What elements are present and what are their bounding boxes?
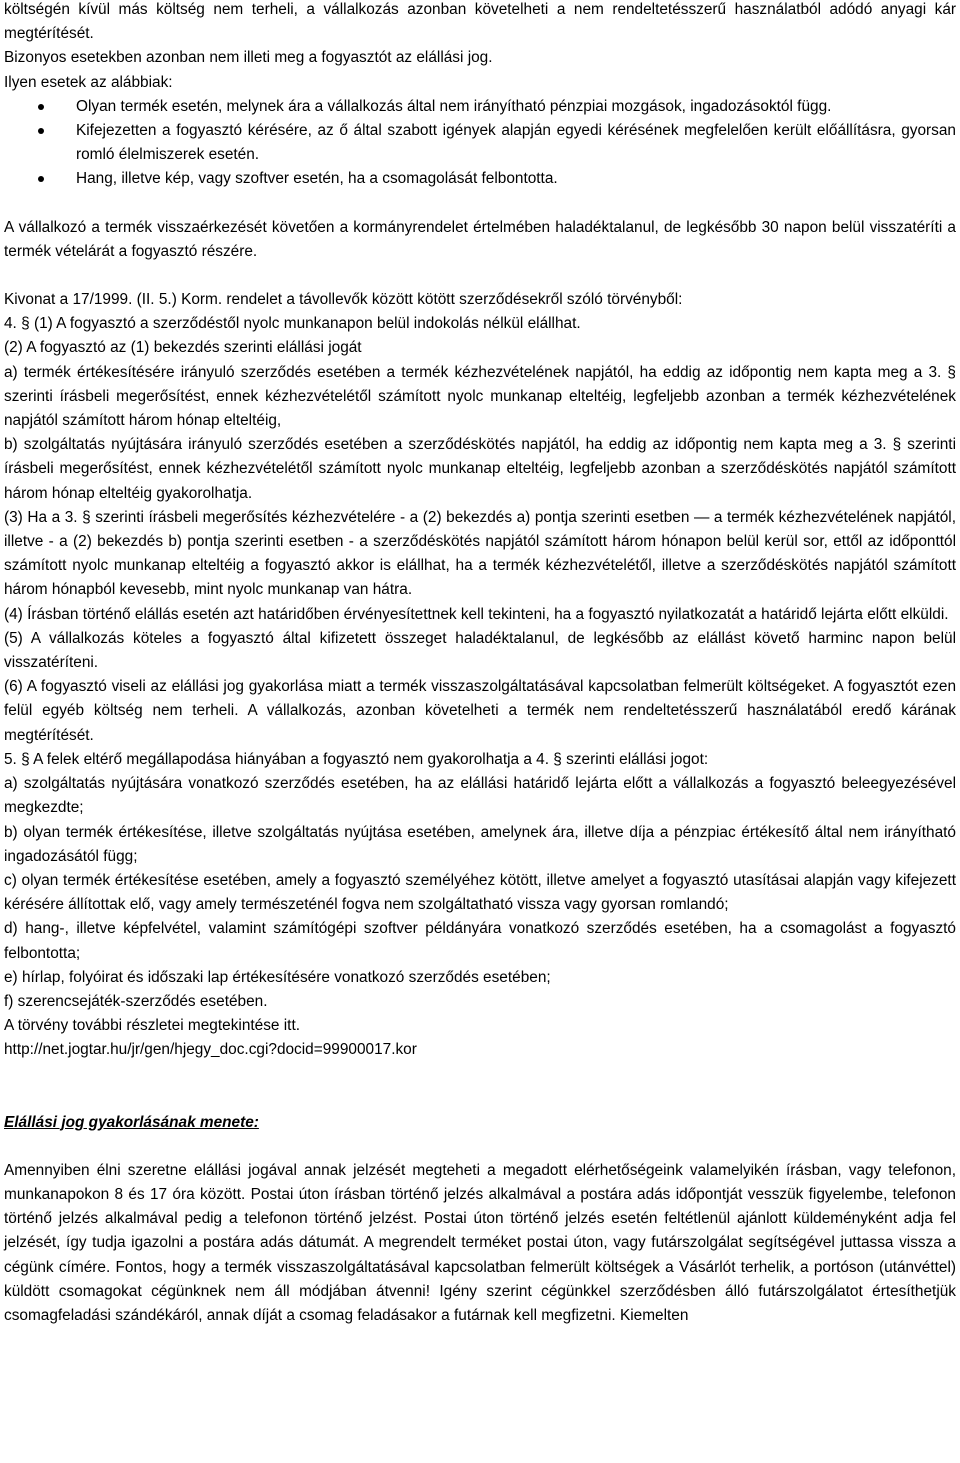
refund-paragraph: A vállalkozó a termék visszaérkezését követően a kormányrendelet értelmében haladéktalanul, de legkésőbb 30 napon belül visszatéríti a termék vételárát a fogyasztó részére. — [4, 218, 956, 260]
exceptions-list — [4, 95, 956, 192]
spacer — [4, 1135, 956, 1159]
law-line: (2) A fogyasztó az (1) bekezdés szerinti elállási jogát — [4, 339, 362, 357]
spacer — [4, 1063, 956, 1111]
bullet-icon — [38, 176, 44, 182]
law-line: f) szerencsejáték-szerződés esetében. — [4, 992, 268, 1010]
list-item-text: Kifejezetten a fogyasztó kérésére, az ő által szabott igények alapján egyedi kérésének megfelelően került előállításra, gyorsan romló élelmiszerek esetén. — [76, 122, 956, 164]
law-line: (5) A vállalkozás köteles a fogyasztó által kifizetett összeget haladéktalanul, de legkésőbb az elállást követő harminc napon belül visszatéríteni. — [4, 629, 956, 672]
law-line: a) termék értékesítésére irányuló szerződés esetében a termék kézhezvételének napjától, ha eddig az időpontig nem kapta meg a 3. § szerinti írásbeli megerősítést, ennek kézhezvételétől számított nyolc munkanap elteltéig, legfeljebb azonban a termék kézhezvételének napjától számított három hónap elteltéig, — [4, 363, 956, 430]
intro-line: költségén kívül más költség nem terheli, a vállalkozás azonban követelheti a nem rendeltetésszerű használatból adódó anyagi kár megtérítését. — [4, 1, 956, 43]
spacer — [4, 264, 956, 288]
list-item-text: Hang, illetve kép, vagy szoftver esetén, ha a csomagolását felbontotta. — [76, 170, 558, 188]
intro-line: Ilyen esetek az alábbiak: — [4, 73, 173, 91]
law-line: A törvény további részletei megtekintése itt. — [4, 1017, 300, 1035]
law-line: 5. § A felek eltérő megállapodása hiányában a fogyasztó nem gyakorolhatja a 4. § szerinti elállási jogot: — [4, 750, 709, 768]
procedure-paragraph: Amennyiben élni szeretne elállási jogával annak jelzését megteheti a megadott elérhetőségeink valamelyikén írásban, vagy telefonon, munkanapokon 8 és 17 óra között. Postai úton írásban történő jelzés alkalmával a postára adás időpontját vesszük figyelembe, telefonon történő jelzés alkalmával pedig a telefonon történő jelzést. Postai úton történő jelzés esetén feltétlenül ajánlott küldeményként adja fel jelzését, így tudja igazolni a postára adás dátumát. A megrendelt terméket postai úton, vagy futárszolgálat segítségével juttassa vissza a cégünk címére. Fontos, hogy a termék visszaszolgáltatásával kapcsolatban felmerült költségek a Vásárlót terhelik, a portóson (utánvéttel) küldött csomagokat cégünknek nem áll módjában átvenni! Igény szerint cégünkkel szerződésben álló futárszolgálatot értesíthetjük csomagfeladási szándékáról, annak díját a csomag feladásakor a futárnak kell megfizetni. Kiemelten — [4, 1161, 956, 1324]
spacer — [4, 192, 956, 216]
intro-line: Bizonyos esetekben azonban nem illeti meg a fogyasztót az elállási jog. — [4, 49, 493, 67]
section-heading-text: Elállási jog gyakorlásának menete: — [4, 1113, 259, 1131]
list-item — [4, 167, 956, 191]
law-line: (3) Ha a 3. § szerinti írásbeli megerősítés kézhezvételére - a (2) bekezdés a) pontja szerinti esetben — a termék kézhezvételének napjától, illetve - a (2) bekezdés b) pontja szerinti esetben - a szerződéskötés napjától számított három hónapon belül kerül sor, ettől az időponttól számított nyolc munkanap elteltéig a fogyasztó akkor is elállhat, ha a termék kézhezvételétől, illetve a szerződéskötés napjától számított három hónapból kevesebb, mint nyolc munkanap van hátra. — [4, 508, 956, 599]
law-line: b) szolgáltatás nyújtására irányuló szerződés esetében a szerződéskötés napjától, ha eddig az időpontig nem kapta meg a 3. § szerinti írásbeli megerősítést, ennek kézhezvételétől számított nyolc munkanap elteltéig, legfeljebb azonban a szerződéskötés napjától számított három hónap elteltéig gyakorolhatja. — [4, 436, 956, 502]
bullet-icon — [38, 104, 44, 110]
section-heading — [4, 1111, 956, 1135]
law-link[interactable]: http://net.jogtar.hu/jr/gen/hjegy_doc.cgi?docid=99900017.kor — [4, 1041, 417, 1059]
law-line: c) olyan termék értékesítése esetében, amely a fogyasztó személyéhez kötött, illetve amelyet a fogyasztó utasításai alapján vagy kifejezett kérésére állítottak elő, vagy amely természeténél fogva nem szolgáltatható vissza vagy gyorsan romlandó; — [4, 871, 956, 914]
list-item — [4, 119, 956, 167]
law-line: a) szolgáltatás nyújtására vonatkozó szerződés esetében, ha az elállási határidő lejárta előtt a vállalkozás a fogyasztó beleegyezésével megkezdte; — [4, 775, 956, 817]
law-excerpt — [4, 288, 956, 1063]
law-line: (6) A fogyasztó viseli az elállási jog gyakorlása miatt a termék visszaszolgáltatásával kapcsolatban felmerült költségeket. A fogyasztót ezen felül egyéb költség nem terheli. A vállalkozás, azonban követelheti a termék nem rendeltetésszerű használatából eredő kárának megtérítését. — [4, 678, 956, 744]
law-line: (4) Írásban történő elállás esetén azt határidőben érvényesítettnek kell tekinteni, ha a fogyasztó nyilatkozatát a határidő lejárta előtt elküldi. — [4, 605, 949, 623]
law-line: b) olyan termék értékesítése, illetve szolgáltatás nyújtása esetében, amelynek ára, illetve díja a pénzpiac értékesítő által nem irányítható ingadozásától függ; — [4, 823, 956, 865]
law-line: e) hírlap, folyóirat és időszaki lap értékesítésére vonatkozó szerződés esetében; — [4, 968, 551, 986]
list-item-text: Olyan termék esetén, melynek ára a vállalkozás által nem irányítható pénzpiai mozgások, ingadozásoktól függ. — [76, 97, 832, 115]
law-line: d) hang-, illetve képfelvétel, valamint számítógépi szoftver példányára vonatkozó szerződés esetében, ha a csomagolást a fogyasztó felbontotta; — [4, 920, 956, 962]
list-item — [4, 95, 956, 119]
bullet-icon — [38, 128, 44, 134]
law-line: 4. § (1) A fogyasztó a szerződéstől nyolc munkanapon belül indokolás nélkül elállhat. — [4, 315, 581, 333]
law-line: Kivonat a 17/1999. (II. 5.) Korm. rendelet a távollevők között kötött szerződésekről szóló törvényből: — [4, 291, 683, 309]
